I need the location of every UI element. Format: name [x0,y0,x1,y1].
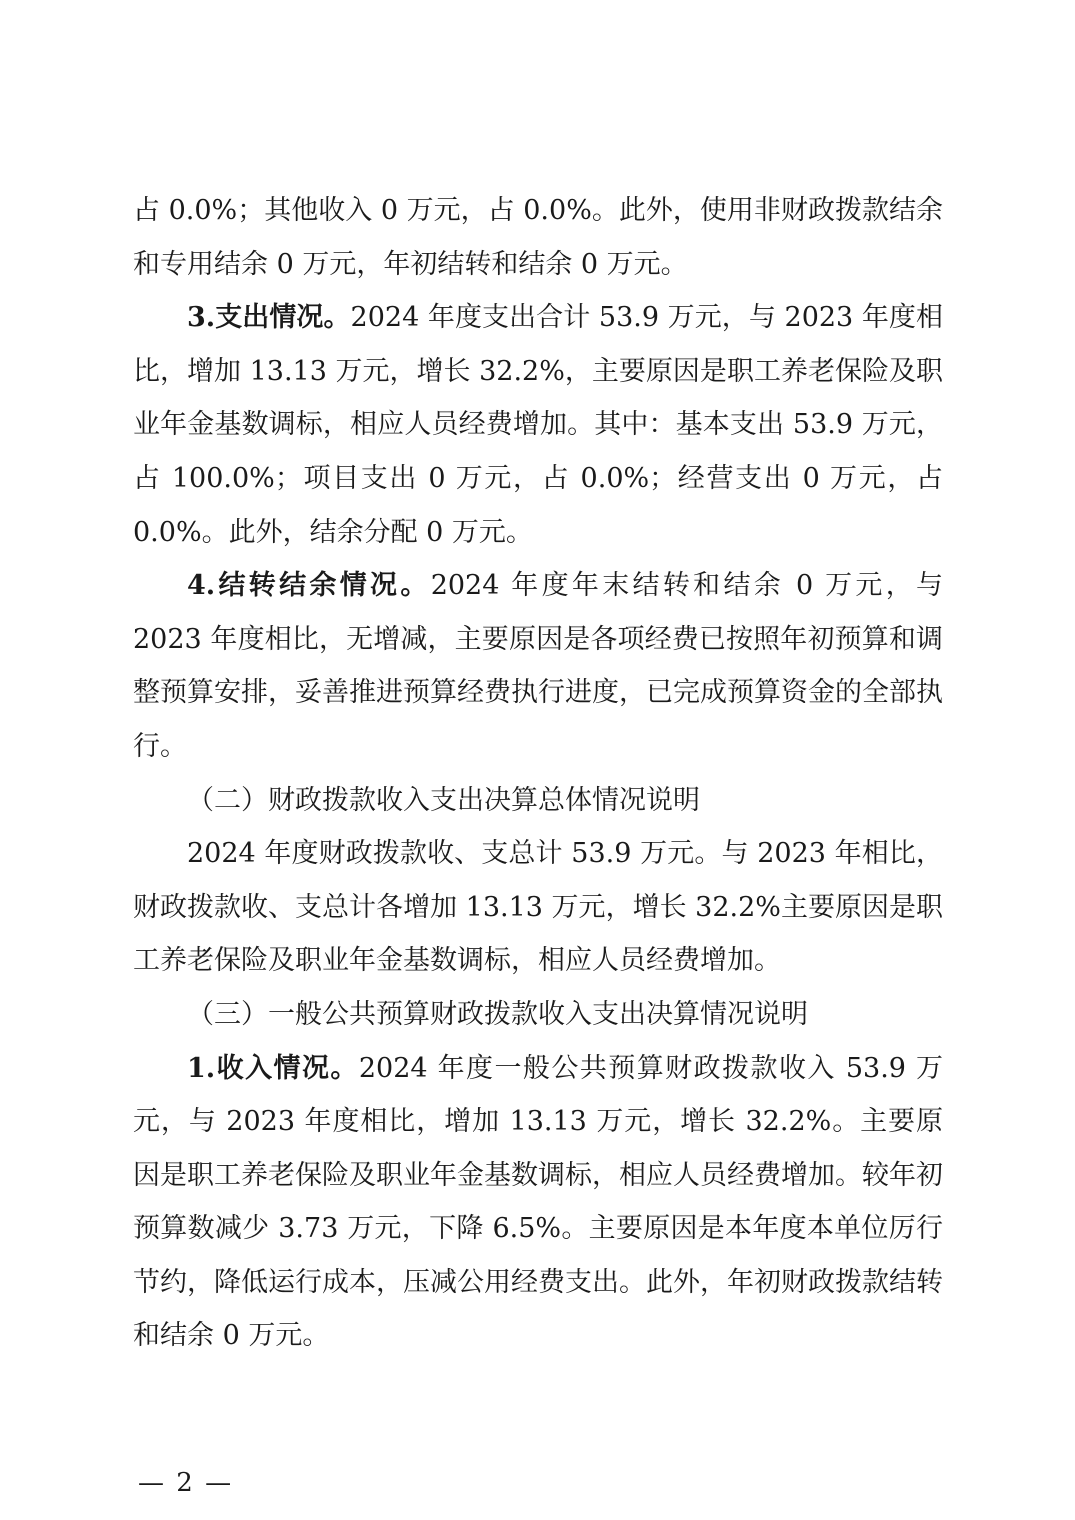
text-income: 2024 年度一般公共预算财政拨款收入 53.9 万元，与 2023 年度相比，增加 13.13 万元，增长 32.2%。主要原因是职工养老保险及职业年金基数调标，相应人员经费增加。较年初预算数减少 3.73 万元，下降 6.5%。主要原因是本年度本单位厉行节约，降低运行成本，压减公用经费支出。此外，年初财政拨款结转和结余 0 万元。 [133,1052,944,1352]
heading-expenditure: 3.支出情况。 [187,302,351,334]
paragraph-income-continued: 占 0.0%；其他收入 0 万元，占 0.0%。此外，使用非财政拨款结余和专用结余 0 万元，年初结转和结余 0 万元。 [133,195,943,280]
page-number: — 2 — [138,1468,234,1498]
document-body [133,184,943,1363]
paragraph-expenditure [133,291,943,559]
paragraph-general-budget-income [133,1042,943,1364]
text-expenditure: 2024 年度支出合计 53.9 万元，与 2023 年度相比，增加 13.13 万元，增长 32.2%，主要原因是职工养老保险及职业年金基数调标，相应人员经费增加。其中：基本支出 53.9 万元，占 100.0%；项目支出 0 万元，占 0.0%；经营支出 0 万元，占 0.0%。此外，结余分配 0 万元。 [133,302,943,548]
section-title-general-budget: （三）一般公共预算财政拨款收入支出决算情况说明 [187,998,808,1030]
heading-income: 1.收入情况。 [187,1052,359,1084]
paragraph-carryover [133,559,943,773]
text-carryover: 2024 年度年末结转和结余 0 万元，与 2023 年度相比，无增减，主要原因是各项经费已按照年初预算和调整预算安排，妥善推进预算经费执行进度，已完成预算资金的全部执行。 [133,570,944,762]
section-title-fiscal-overview: （二）财政拨款收入支出决算总体情况说明 [187,784,700,816]
paragraph-fiscal-overview: 2024 年度财政拨款收、支总计 53.9 万元。与 2023 年相比，财政拨款收、支总计各增加 13.13 万元，增长 32.2%主要原因是职工养老保险及职业年金基数调标，相应人员经费增加。 [133,838,943,977]
heading-carryover: 4.结转结余情况。 [187,570,431,602]
